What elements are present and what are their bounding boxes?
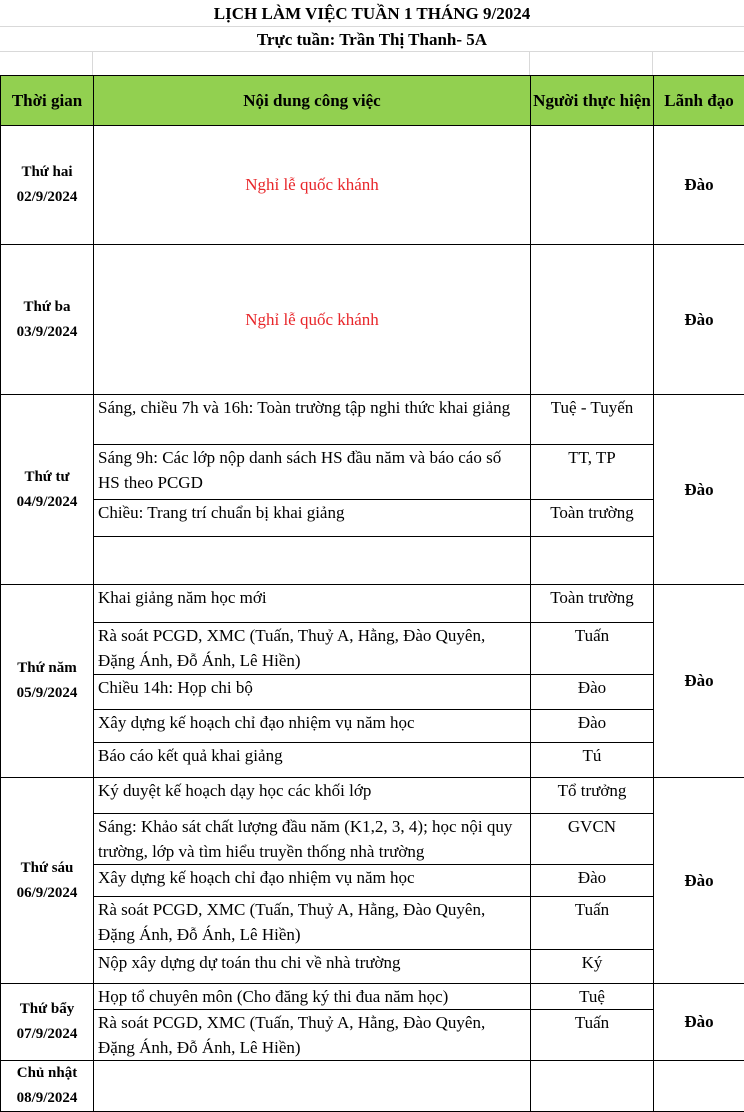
day-name: Thứ tư	[1, 465, 93, 490]
gridline	[0, 26, 744, 27]
empty-row	[1, 537, 744, 585]
task-row	[1, 778, 744, 814]
task-performer: Tuệ - Tuyến	[531, 395, 654, 445]
task-performer: Toàn trường	[531, 500, 654, 537]
task-performer: Tuấn	[531, 897, 654, 950]
day-name: Chủ nhật	[1, 1061, 93, 1086]
duty-subtitle: Trực tuần: Trần Thị Thanh- 5A	[0, 28, 744, 52]
performer-cell	[531, 245, 654, 395]
task-text: Chiều 14h: Họp chi bộ	[94, 675, 531, 710]
schedule-table	[0, 75, 744, 1112]
gridline	[652, 51, 653, 75]
task-performer: Đào	[531, 675, 654, 710]
task-text: Xây dựng kế hoạch chỉ đạo nhiệm vụ năm học	[94, 710, 531, 743]
task-row	[1, 585, 744, 623]
header-time: Thời gian	[1, 76, 94, 126]
task-row	[1, 814, 744, 865]
task-row	[1, 865, 744, 897]
day-cell	[1, 585, 94, 778]
task-text: Nộp xây dựng dự toán thu chi về nhà trường	[94, 950, 531, 984]
header-leader: Lãnh đạo	[654, 76, 744, 126]
page-title: LỊCH LÀM VIỆC TUẦN 1 THÁNG 9/2024	[0, 2, 744, 26]
gridline	[0, 51, 744, 52]
leader-cell: Đào	[654, 245, 744, 395]
task-row	[1, 897, 744, 950]
task-performer: Đào	[531, 710, 654, 743]
leader-cell: Đào	[654, 126, 744, 245]
leader-cell: Đào	[654, 395, 744, 585]
task-row	[1, 950, 744, 984]
day-cell	[1, 395, 94, 585]
holiday-note: Nghỉ lễ quốc khánh	[94, 126, 531, 245]
task-text: Rà soát PCGD, XMC (Tuấn, Thuỷ A, Hằng, Đào Quyên, Đặng Ánh, Đỗ Ánh, Lê Hiền)	[94, 897, 531, 950]
task-performer: Đào	[531, 865, 654, 897]
day-cell	[1, 984, 94, 1061]
task-text: Sáng: Khảo sát chất lượng đầu năm (K1,2, 3, 4); học nội quy trường, lớp và tìm hiểu truyền thống nhà trường	[94, 814, 531, 865]
day-row-tue	[1, 245, 744, 395]
leader-cell: Đào	[654, 585, 744, 778]
task-row	[1, 623, 744, 675]
task-performer: Tuấn	[531, 1010, 654, 1061]
task-row	[1, 984, 744, 1010]
day-date: 04/9/2024	[1, 490, 93, 515]
leader-cell: Đào	[654, 778, 744, 984]
task-row	[1, 395, 744, 445]
task-text: Rà soát PCGD, XMC (Tuấn, Thuỷ A, Hằng, Đào Quyên, Đặng Ánh, Đỗ Ánh, Lê Hiền)	[94, 1010, 531, 1061]
day-row-sun	[1, 1061, 744, 1112]
gridline	[529, 51, 530, 75]
task-row	[1, 1010, 744, 1061]
day-name: Thứ năm	[1, 656, 93, 681]
task-text: Sáng 9h: Các lớp nộp danh sách HS đầu năm và báo cáo số HS theo PCGD	[94, 445, 531, 500]
day-name: Thứ ba	[1, 295, 93, 320]
empty-task	[94, 1061, 531, 1112]
performer-cell	[531, 126, 654, 245]
task-performer: Tổ trưởng	[531, 778, 654, 814]
day-name: Thứ hai	[1, 160, 93, 185]
day-date: 07/9/2024	[1, 1022, 93, 1047]
task-row	[1, 743, 744, 778]
task-performer: Tuấn	[531, 623, 654, 675]
leader-cell	[654, 1061, 744, 1112]
empty-performer	[531, 537, 654, 585]
task-performer: Tuệ	[531, 984, 654, 1010]
task-text: Ký duyệt kế hoạch dạy học các khối lớp	[94, 778, 531, 814]
header-performer: Người thực hiện	[531, 76, 654, 126]
empty-task	[94, 537, 531, 585]
task-text: Xây dựng kế hoạch chỉ đạo nhiệm vụ năm học	[94, 865, 531, 897]
day-cell	[1, 1061, 94, 1112]
day-name: Thứ sáu	[1, 856, 93, 881]
task-text: Sáng, chiều 7h và 16h: Toàn trường tập nghi thức khai giảng	[94, 395, 531, 445]
task-performer: Toàn trường	[531, 585, 654, 623]
day-cell	[1, 245, 94, 395]
task-row	[1, 500, 744, 537]
task-text: Chiều: Trang trí chuẩn bị khai giảng	[94, 500, 531, 537]
day-date: 03/9/2024	[1, 320, 93, 345]
day-cell	[1, 778, 94, 984]
day-name: Thứ bẩy	[1, 997, 93, 1022]
empty-performer	[531, 1061, 654, 1112]
task-text: Rà soát PCGD, XMC (Tuấn, Thuỷ A, Hằng, Đào Quyên, Đặng Ánh, Đỗ Ánh, Lê Hiền)	[94, 623, 531, 675]
day-date: 02/9/2024	[1, 185, 93, 210]
holiday-note: Nghỉ lễ quốc khánh	[94, 245, 531, 395]
day-row-mon	[1, 126, 744, 245]
gridline	[92, 51, 93, 75]
task-performer: GVCN	[531, 814, 654, 865]
task-performer: Tú	[531, 743, 654, 778]
task-row	[1, 710, 744, 743]
task-row	[1, 675, 744, 710]
task-text: Khai giảng năm học mới	[94, 585, 531, 623]
day-date: 06/9/2024	[1, 881, 93, 906]
task-performer: Ký	[531, 950, 654, 984]
header-row	[1, 76, 744, 126]
day-cell	[1, 126, 94, 245]
day-date: 08/9/2024	[1, 1086, 93, 1111]
task-row	[1, 445, 744, 500]
task-text: Báo cáo kết quả khai giảng	[94, 743, 531, 778]
header-content: Nội dung công việc	[94, 76, 531, 126]
task-performer: TT, TP	[531, 445, 654, 500]
task-text: Họp tổ chuyên môn (Cho đăng ký thi đua năm học)	[94, 984, 531, 1010]
leader-cell: Đào	[654, 984, 744, 1061]
day-date: 05/9/2024	[1, 681, 93, 706]
